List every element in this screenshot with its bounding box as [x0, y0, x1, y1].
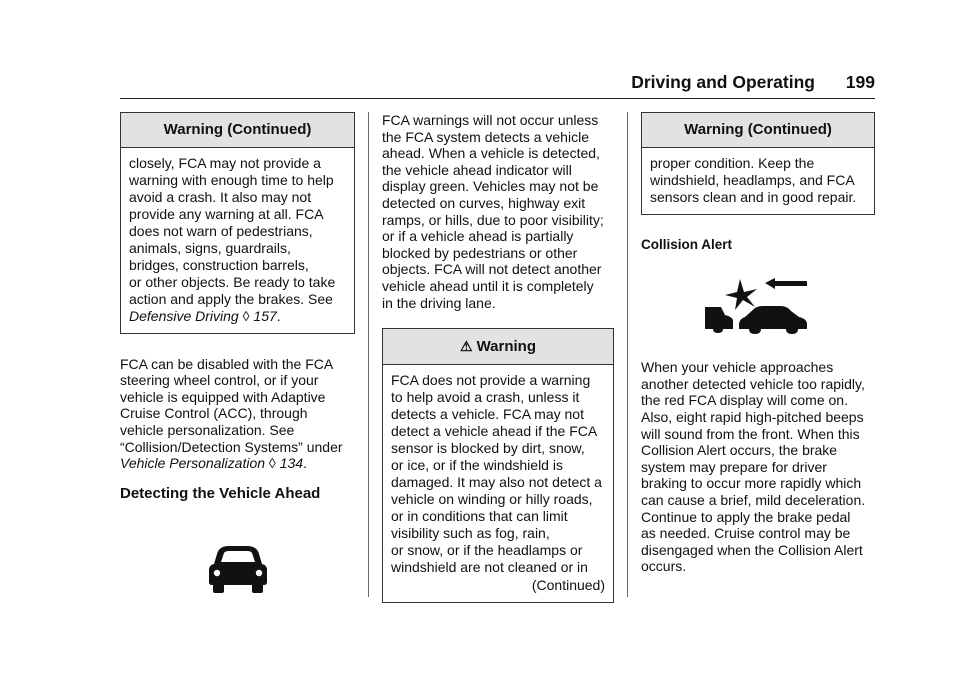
text-line: the FCA system detects a vehicle	[382, 128, 589, 145]
column-left	[120, 112, 355, 594]
warning-title: Warning (Continued)	[642, 113, 874, 148]
text-line: Also, eight rapid high-pitched beeps	[641, 408, 864, 425]
warning-line: or ice, or if the windshield is	[391, 456, 563, 473]
text-line: FCA can be disabled with the FCA	[120, 355, 334, 372]
warning-body	[642, 148, 874, 214]
warning-line: provide any warning at all. FCA	[129, 205, 324, 222]
warning-body	[383, 365, 613, 602]
section-title: Driving and Operating	[631, 72, 815, 92]
vehicle-ahead-icon	[207, 544, 269, 594]
warning-line: warning with enough time to help	[129, 171, 334, 188]
text-line: steering wheel control, or if your	[120, 372, 319, 389]
text-line: the red FCA display will come on.	[641, 392, 848, 409]
text-line: “Collision/Detection Systems” under	[120, 438, 343, 455]
reference-page: 157	[253, 307, 277, 324]
text-line: vehicle ahead until it is completely	[382, 277, 594, 294]
paragraph	[641, 359, 875, 575]
warning-header	[383, 329, 613, 365]
caution-icon: ⚠	[460, 338, 473, 355]
warning-line: windshield, headlamps, and FCA	[650, 171, 855, 188]
warning-line: detect a vehicle ahead if the FCA	[391, 422, 598, 439]
text-line: in the driving lane.	[382, 294, 496, 311]
text-line: as needed. Cruise control may be	[641, 525, 851, 542]
subheading: Collision Alert	[641, 236, 733, 252]
text-line: occurs.	[641, 558, 687, 575]
warning-body	[121, 148, 354, 333]
warning-line: or other objects. Be ready to take	[129, 273, 336, 290]
reference-page: 134	[279, 455, 304, 472]
text-line: another detected vehicle too rapidly,	[641, 375, 865, 392]
collision-alert-icon-wrap	[641, 277, 875, 337]
text-line: can cause a brief, mild deceleration.	[641, 491, 866, 508]
paragraph-reference: Vehicle Personalization ◊ 134.	[120, 455, 307, 472]
paragraph	[382, 112, 614, 311]
warning-title: Warning	[476, 338, 536, 356]
collision-alert-icon	[703, 277, 813, 337]
warning-line: or snow, or if the headlamps or	[391, 541, 583, 558]
text-line: FCA warnings will not occur unless	[382, 112, 599, 128]
text-line: display green. Vehicles may not be	[382, 178, 599, 195]
warning-line: vehicle on winding or hilly roads,	[391, 490, 593, 507]
vehicle-ahead-icon-wrap	[120, 544, 355, 594]
text-line: When your vehicle approaches	[641, 359, 834, 376]
warning-line: proper condition. Keep the	[650, 154, 815, 171]
warning-line: windshield are not cleaned or in	[391, 558, 588, 575]
text-line: Continue to apply the brake pedal	[641, 508, 851, 525]
text-line: objects. FCA will not detect another	[382, 261, 602, 278]
warning-box	[382, 328, 614, 603]
text-line: the vehicle ahead indicator will	[382, 161, 572, 178]
warning-line: sensor is blocked by dirt, snow,	[391, 439, 585, 456]
warning-box	[641, 112, 875, 215]
warning-line: or in conditions that can limit	[391, 507, 568, 524]
column-divider	[368, 112, 369, 597]
warning-line: to help avoid a crash, unless it	[391, 388, 580, 405]
text-line: Cruise Control (ACC), through	[120, 405, 308, 422]
warning-line: avoid a crash. It also may not	[129, 188, 312, 205]
warning-line: FCA does not provide a warning	[391, 371, 591, 388]
text-line: ramps, or hills, due to poor visibility;	[382, 211, 604, 228]
continued-label: (Continued)	[531, 576, 605, 593]
text-line: braking to occur more rapidly which	[641, 475, 862, 492]
warning-line: animals, signs, guardrails,	[129, 239, 291, 256]
warning-line: sensors clean and in good repair.	[650, 188, 857, 205]
text-line: will sound from the front. When this	[641, 425, 860, 442]
column-divider	[627, 112, 628, 597]
page-number: 199	[845, 72, 875, 92]
text-line: system may prepare for driver	[641, 458, 827, 475]
paragraph	[120, 356, 355, 472]
warning-line: visibility such as fog, rain,	[391, 524, 550, 541]
text-line: vehicle is equipped with Adaptive	[120, 388, 326, 405]
warning-line: does not warn of pedestrians,	[129, 222, 313, 239]
section-heading: Detecting the Vehicle Ahead	[120, 484, 321, 502]
text-line: or if a vehicle ahead is partially	[382, 228, 574, 245]
column-middle	[382, 112, 614, 603]
warning-title: Warning (Continued)	[121, 113, 354, 148]
reference-link[interactable]: Vehicle Personalization	[120, 455, 266, 472]
page-header	[120, 70, 875, 99]
warning-line: damaged. It may also not detect a	[391, 473, 602, 490]
page-ref-icon: ◊	[242, 307, 250, 324]
warning-line: closely, FCA may not provide a	[129, 154, 321, 171]
reference-link[interactable]: Defensive Driving	[129, 307, 239, 324]
warning-line: detects a vehicle. FCA may not	[391, 405, 584, 422]
text-line: vehicle personalization. See	[120, 421, 295, 438]
warning-reference: Defensive Driving ◊ 157.	[129, 307, 281, 324]
page-ref-icon: ◊	[268, 455, 276, 472]
text-line: Collision Alert occurs, the brake	[641, 442, 838, 459]
text-line: blocked by pedestrians or other	[382, 244, 578, 261]
text-line: ahead. When a vehicle is detected,	[382, 145, 600, 162]
column-right	[641, 112, 875, 575]
text-line: detected on curves, highway exit	[382, 194, 586, 211]
warning-box	[120, 112, 355, 334]
warning-line: action and apply the brakes. See	[129, 290, 333, 307]
text-line: disengaged when the Collision Alert	[641, 541, 863, 558]
warning-line: bridges, construction barrels,	[129, 256, 309, 273]
